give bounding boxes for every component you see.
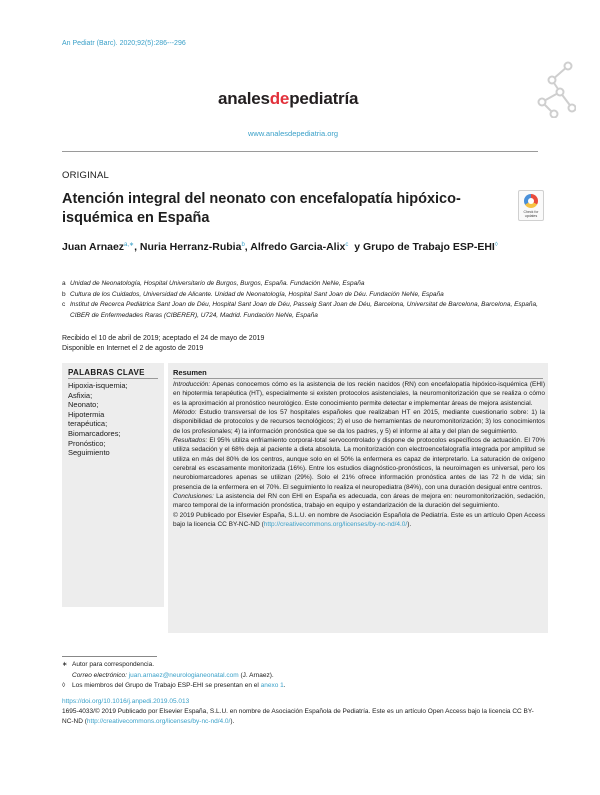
affiliation-item: c Institut de Recerca Pediàtrica Sant Joan de Déu, Hospital Sant Joan de Déu, Passeig Sant Joan de Déu, Barcelona, Universitat de Barcelona, Barcelona, España, CIBER de Enfermedades Raras (CIBERER), U724, Madrid. Fundación NeNe, España xyxy=(62,301,538,319)
keyword-item: Asfixia; xyxy=(68,390,93,400)
keywords-heading: PALABRAS CLAVE xyxy=(68,368,145,377)
journal-citation[interactable]: An Pediatr (Barc). 2020;92(5):286---296 xyxy=(62,40,186,47)
author-name: Nuria Herranz-Rubia xyxy=(139,241,242,253)
keyword-list xyxy=(68,381,128,458)
doi-block xyxy=(62,697,542,727)
keyword-item: Neonato; xyxy=(68,400,99,410)
check-for-updates-button[interactable] xyxy=(518,190,544,221)
abstract-conclusions: Conclusiones: La asistencia del RN con EHI en España es adecuada, con áreas de mejora en: neuromonitorización, sedación, marco temporal de la información pronóstica, trabajo en equipo y estandarización de la duración del seguimiento. xyxy=(173,493,545,510)
keyword-item: Seguimiento xyxy=(68,448,110,458)
corresponding-author-note: ∗ Autor para correspondencia. xyxy=(62,661,155,668)
network-graphic-icon xyxy=(530,60,576,118)
doi-license-link[interactable]: http://creativecommons.org/licenses/by-nc-nd/4.0/ xyxy=(86,718,231,725)
check-updates-icon xyxy=(524,194,538,208)
logo-part-de: de xyxy=(269,89,290,108)
footnotes xyxy=(62,660,538,692)
article-title: Atención integral del neonato con encefalopatía hipóxico-isquémica en España xyxy=(62,191,461,226)
footnote-divider xyxy=(62,656,157,657)
keyword-item: Biomarcadores; xyxy=(68,428,121,438)
keywords-box xyxy=(62,363,164,607)
keywords-divider xyxy=(68,378,158,379)
abstract-box xyxy=(168,363,548,633)
appendix-link[interactable]: anexo 1 xyxy=(260,682,284,689)
email-note: Correo electrónico: juan.arnaez@neurologianeonatal.com (J. Arnaez). xyxy=(72,671,274,679)
check-updates-label: Check for updates xyxy=(523,210,539,218)
abstract-copyright: © 2019 Publicado por Elsevier España, S.L.U. en nombre de Asociación Española de Pediatría. Este es un artículo Open Access bajo la licencia CC BY-NC-ND (http://creativecommons.org/licenses/by-nc-nd/4.0/). xyxy=(173,511,545,529)
journal-logo xyxy=(218,89,358,109)
logo-part-pediatria: pediatría xyxy=(289,89,359,108)
abstract-method: Método: Estudio transversal de los 57 hospitales españoles que realizaban HT en 2015, mediante cuestionario sobre: 1) la disponibilidad de protocolos y de recursos tecnológicos; 2) el uso de herramientas de neuromonitorización; 3) los conocimientos de los profesionales; 4) la información pronóstica que se da los padres, y 5) el informe al alta y del plan de seguimiento. xyxy=(173,409,545,435)
doi-link[interactable]: https://doi.org/10.1016/j.anpedi.2019.05.013 xyxy=(62,698,190,705)
author-affiliation-mark[interactable]: ◊ xyxy=(494,242,498,248)
section-label: ORIGINAL xyxy=(62,170,109,181)
copyright-line: 1695-4033/© 2019 Publicado por Elsevier España, S.L.U. en nombre de Asociación Española de Pediatría. Este es un artículo Open Access bajo la licencia CC BY-NC-ND (http://creativecommons.org/licenses/by-nc-nd/4.0/). xyxy=(62,708,534,725)
affiliation-item: a Unidad de Neonatología, Hospital Universitario de Burgos, Burgos, España. Fundación NeNe, España xyxy=(62,280,365,287)
logo-part-anales: anales xyxy=(218,89,270,108)
author-name: Grupo de Trabajo ESP-EHI xyxy=(362,241,495,253)
license-link[interactable]: http://creativecommons.org/licenses/by-nc-nd/4.0/ xyxy=(263,521,408,529)
affiliations xyxy=(62,279,538,321)
author-name: Juan Arnaez xyxy=(62,241,125,253)
article-dates xyxy=(62,334,264,354)
received-date: Recibido el 10 de abril de 2019; aceptado el 24 de mayo de 2019 xyxy=(62,335,265,342)
author-name: Alfredo Garcia-Alix xyxy=(250,241,346,253)
author-affiliation-mark[interactable]: b xyxy=(241,242,245,248)
header-divider xyxy=(62,151,538,152)
keyword-item: Hipoxia-isquemia; xyxy=(68,381,128,390)
abstract-divider xyxy=(173,378,543,379)
journal-website-link[interactable]: www.analesdepediatria.org xyxy=(248,129,339,138)
keyword-item: terapéutica; xyxy=(68,419,108,429)
author-list: Juan Arnaez$^{a,∗}$, Nuria Herranz-Rubia$^b$, Alfredo Garcia-Alix$^c$ y Grupo de Trabajo ESP-EHI◊ xyxy=(62,241,498,253)
abstract-introduction: Introducción: Apenas conocemos cómo es la asistencia de los recién nacidos (RN) con encefalopatía hipóxico-isquémica (EHI) en hipotermia terapéutica (HT), especialmente si existen protocolos asistenciales, la neuromonitorización que se realiza o cómo es la aproximación al pronóstico neurológico. Este conocimiento permite detectar e implementar áreas de mejora asistencial. xyxy=(173,381,545,407)
keyword-item: Pronóstico; xyxy=(68,438,106,448)
abstract-results: Resultados: El 95% utiliza enfriamiento corporal-total servocontrolado y dispone de protocolos específicos de actuación. El 70% utiliza sedación y el 68% deja al paciente a dieta absoluta. La monitorización con electroencefalografía integrada por amplitud se utiliza en más del 80% de los centros, aunque solo en el 50% la enfermera es capaz de interpretarlo. La saturación de oxígeno cerebral es escasamente monitorizada (16%). Entre los estudios diagnóstico-pronósticos, la neuroimagen es universal, pero los neurobiomarcadores apenas se utilizan (29%). Solo el 21% ofrece información pronóstica antes de las 72 h de vida; sin presencia de la enfermera en el 70%. El seguimiento lo realiza el neuropediatra (84%), con una duración desigual entre centros. xyxy=(173,437,545,491)
author-affiliation-mark[interactable]: c xyxy=(345,242,349,248)
keyword-item: Hipotermia xyxy=(68,409,105,419)
affiliation-item: b Cultura de los Cuidados, Universidad de Alicante. Unidad de Neonatología, Hospital Sant Joan de Déu. Fundación NeNe, España xyxy=(62,290,444,298)
online-date: Disponible en Internet el 2 de agosto de 2019 xyxy=(62,345,204,352)
abstract-body xyxy=(173,380,545,530)
abstract-heading: Resumen xyxy=(173,368,207,377)
group-note: ◊ Los miembros del Grupo de Trabajo ESP-EHI se presentan en el anexo 1. xyxy=(62,682,286,689)
author-email-link[interactable]: juan.arnaez@neurologianeonatal.com xyxy=(128,671,239,679)
author-affiliation-mark[interactable]: a,∗ xyxy=(124,242,135,248)
